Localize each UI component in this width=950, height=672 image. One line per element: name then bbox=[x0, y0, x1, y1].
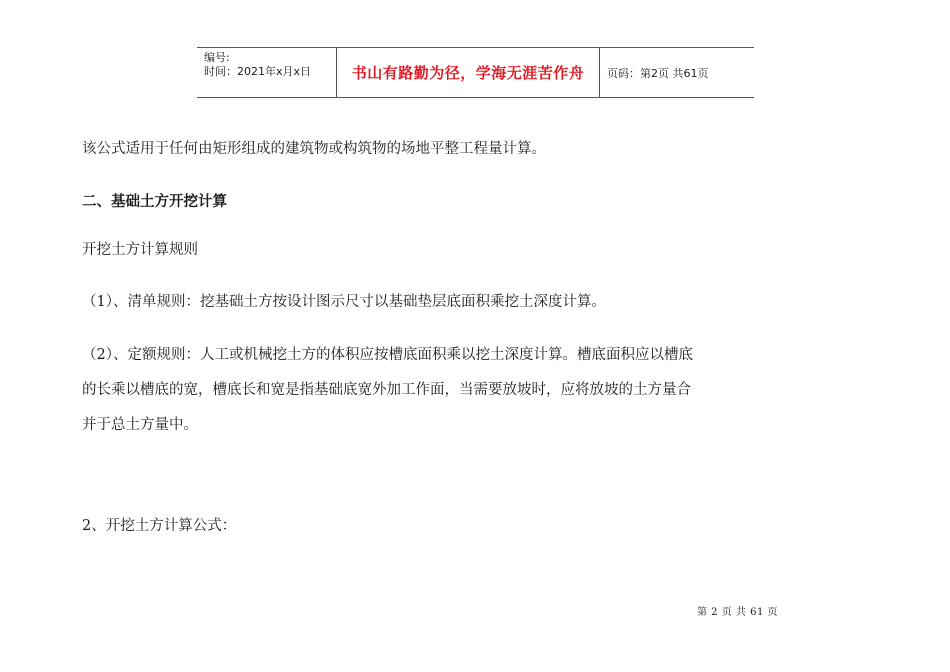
rules-title: 开挖土方计算规则 bbox=[82, 242, 198, 258]
section-heading: 二、基础土方开挖计算 bbox=[82, 194, 227, 210]
formula-title: 2、开挖土方计算公式： bbox=[82, 518, 237, 534]
rule-1-paragraph: （1）、清单规则：挖基础土方按设计图示尺寸以基础垫层底面积乘挖土深度计算。 bbox=[82, 294, 606, 310]
rule-2-line-1: （2）、定额规则：人工或机械挖土方的体积应按槽底面积乘以挖土深度计算。槽底面积应以槽底 bbox=[82, 347, 693, 363]
header-time-label: 时间：2021年x月x日 bbox=[204, 65, 312, 78]
header-number-label: 编号: bbox=[204, 51, 230, 64]
rule-2-line-3: 并于总土方量中。 bbox=[82, 417, 198, 433]
rule-2-line-2: 的长乘以槽底的宽，槽底长和宽是指基础底宽外加工作面，当需要放坡时，应将放坡的土方量合 bbox=[82, 382, 691, 398]
header-motto: 书山有路勤为径，学海无涯苦作舟 bbox=[337, 48, 600, 97]
header-page-code: 页码：第2页 共61页 bbox=[607, 66, 709, 80]
page-footer: 第 2 页 共 61 页 bbox=[697, 607, 778, 618]
header-meta-cell bbox=[197, 48, 337, 97]
page-header bbox=[197, 47, 754, 98]
intro-paragraph: 该公式适用于任何由矩形组成的建筑物或构筑物的场地平整工程量计算。 bbox=[82, 141, 546, 157]
